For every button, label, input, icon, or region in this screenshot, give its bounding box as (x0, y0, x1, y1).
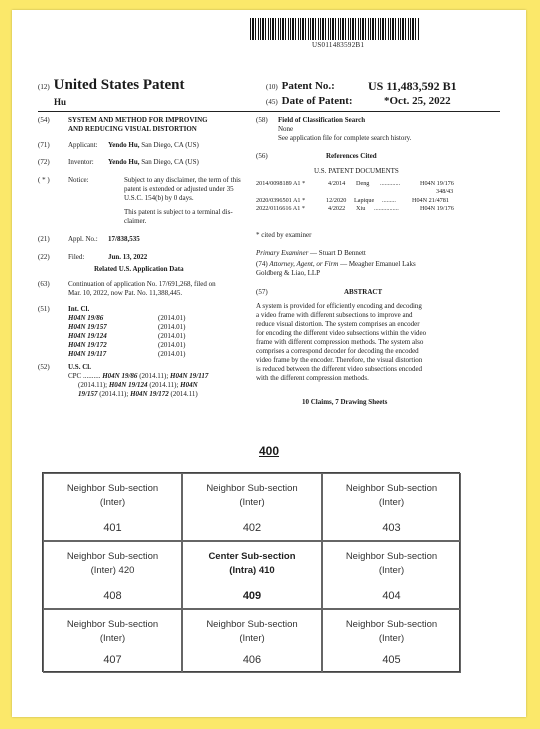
code-58: (58) (256, 116, 268, 124)
cited-by-examiner-note: * cited by examiner (256, 231, 312, 239)
attorney-value-line2: Goldberg & Liao, LLP (256, 269, 321, 277)
int-cl-row (68, 341, 258, 350)
inventor-label: Inventor: (68, 158, 94, 166)
cell-label-line2: (Inter) (378, 565, 405, 576)
cell-label-line1: Neighbor Sub-section (66, 619, 159, 630)
abstract-body (256, 302, 470, 383)
cell-number: 402 (242, 522, 262, 534)
int-cl-code: H04N 19/124 (68, 332, 107, 340)
patent-number-value: US 11,483,592 B1 (368, 79, 457, 93)
ref-name: Deng (356, 180, 370, 187)
cpc-line3 (78, 390, 268, 399)
cell-number: 401 (103, 522, 122, 534)
us-cl-label: U.S. Cl. (68, 363, 91, 371)
filed-value: Jun. 13, 2022 (108, 253, 148, 261)
int-cl-code: H04N 19/172 (68, 341, 107, 349)
figure-title: 400 (258, 444, 280, 458)
abstract-line: for encoding the different video subsections within the video (256, 329, 427, 337)
cell-label-line1: Neighbor Sub-section (206, 619, 298, 630)
ref-date: 4/2022 (328, 205, 346, 212)
grid-cell (182, 473, 322, 541)
notice-line1: Subject to any disclaimer, the term of this (124, 176, 241, 184)
attorney-value: — Meagher Emanuel Laks (338, 260, 416, 268)
cell-label-line2: (Inter) (239, 497, 265, 508)
cpc-code: H04N 19/117 (170, 372, 209, 380)
cpc-code: H04N (180, 381, 198, 389)
related-line2: Mar. 10, 2022, now Pat. No. 11,388,445. (68, 289, 183, 297)
cell-label (323, 482, 460, 510)
applicant-location: San Diego, CA (US) (141, 141, 199, 149)
abstract-line: comprises a correspond decoder for decoding the encoded (256, 347, 419, 355)
patent-header-title (38, 77, 185, 94)
abstract-line: with the different compression methods. (256, 374, 369, 382)
cell-label-line2: (Inter) (99, 497, 126, 508)
related-heading: Related U.S. Application Data (94, 265, 184, 273)
date-label: Date of Patent: (281, 95, 353, 107)
code-21: (21) (38, 235, 50, 243)
cell-number: 404 (382, 590, 401, 602)
related-line1: Continuation of application No. 17/691,268, filed on (68, 280, 216, 288)
int-cl-date: (2014.01) (158, 350, 186, 358)
cell-label-line2: (Inter) (239, 633, 265, 644)
notice-line3: U.S.C. 154(b) by 0 days. (124, 194, 194, 202)
cell-label-line2: (Inter) (99, 633, 126, 644)
field-search-heading: Field of Classification Search (278, 116, 366, 124)
abstract-line: A system is provided for efficiently encoding and decoding (256, 302, 422, 310)
int-cl-date: (2014.01) (158, 332, 186, 340)
abstract-line: reduce visual distortion. The system comprises an encoder (256, 320, 420, 328)
grid-cell (322, 473, 461, 541)
cell-label (323, 618, 460, 646)
applicant-name: Yendo Hu, (108, 141, 140, 149)
inventor-name: Yendo Hu, (108, 158, 140, 166)
code-63: (63) (38, 280, 50, 288)
invention-title-line1: SYSTEM AND METHOD FOR IMPROVING (68, 116, 208, 124)
ref-name: Xiu (356, 205, 366, 212)
claims-summary: 10 Claims, 7 Drawing Sheets (302, 398, 388, 406)
barcode-number: US011483592B1 (312, 41, 365, 49)
cpc-code: H04N 19/86 (102, 372, 138, 380)
cell-label-line1: Neighbor Sub-section (66, 551, 159, 562)
grid-cell (322, 541, 461, 609)
invention-title-line2: AND REDUCING VISUAL DISTORTION (68, 125, 197, 133)
patent-number-label: Patent No.: (281, 80, 335, 92)
cell-label (183, 482, 321, 510)
ref-dots: ............. (380, 180, 401, 187)
code-52: (52) (38, 363, 50, 371)
cell-label-line1: Center Sub-section (208, 551, 296, 562)
ref-number: 2020/0396501 A1 * (256, 197, 306, 204)
grid-cell (43, 473, 182, 541)
center-cell (182, 541, 322, 609)
cpc-label: CPC .......... (68, 372, 101, 380)
inventor-value (108, 158, 199, 167)
header-inventor: Hu (54, 97, 67, 107)
cell-label (183, 550, 321, 578)
references-heading: References Cited (326, 152, 377, 160)
cell-number: 405 (382, 654, 401, 666)
grid-cell (43, 609, 182, 673)
cell-label-line1: Neighbor Sub-section (66, 483, 159, 494)
int-cl-code: H04N 19/86 (68, 314, 104, 322)
ref-date: 4/2014 (328, 180, 346, 187)
patent-number-row (266, 80, 335, 92)
abstract-line: frame with different compression methods. The system also (256, 338, 424, 346)
cell-label (44, 618, 181, 646)
int-cl-row (68, 323, 258, 332)
examiner-label: Primary Examiner (256, 249, 309, 257)
cell-label (323, 550, 460, 578)
int-cl-row (68, 332, 258, 341)
code-54: (54) (38, 116, 50, 124)
cpc-date: (2014.11); (147, 381, 181, 389)
cpc-date: (2014.11) (168, 390, 198, 398)
applicant-value (108, 141, 199, 150)
patent-page (12, 10, 526, 717)
cpc-code: H04N 19/172 (130, 390, 169, 398)
right-column (256, 116, 466, 416)
notice-label: Notice: (68, 176, 89, 184)
cell-label-line1: Neighbor Sub-section (206, 483, 298, 494)
cell-label-line1: Neighbor Sub-section (345, 619, 438, 630)
us-docs-heading: U.S. PATENT DOCUMENTS (314, 167, 399, 175)
cell-number: 409 (242, 590, 262, 602)
int-cl-date: (2014.01) (158, 323, 186, 331)
cell-label-line1: Neighbor Sub-section (345, 551, 438, 562)
header-rule (38, 111, 500, 112)
filed-label: Filed: (68, 253, 85, 261)
code-51: (51) (38, 305, 50, 313)
grid-cell (182, 609, 322, 673)
ref-dots: ................ (374, 205, 399, 212)
int-cl-code: H04N 19/157 (68, 323, 107, 331)
cell-label-line2: (Inter) (378, 633, 405, 644)
attorney (256, 260, 416, 269)
int-cl-label: Int. Cl. (68, 305, 90, 313)
date-of-patent-value: *Oct. 25, 2022 (384, 95, 451, 107)
primary-examiner (256, 249, 366, 258)
date-of-patent-row (266, 95, 353, 107)
int-cl-row (68, 314, 258, 323)
ref-class: H04N 19/176 (420, 205, 454, 212)
ref-name: Lapique (354, 197, 375, 204)
cell-label-line2: (Inter) 420 (90, 565, 135, 576)
cell-label (183, 618, 321, 646)
code-72: (72) (38, 158, 50, 166)
notice-line4: This patent is subject to a terminal dis- (124, 208, 233, 216)
cpc-date: (2014.11); (78, 381, 109, 389)
cell-number: 403 (382, 522, 401, 534)
grid-cell (322, 609, 461, 673)
notice-line5: claimer. (124, 217, 147, 225)
header-title-text: United States Patent (53, 77, 185, 93)
code-22: (22) (38, 253, 50, 261)
cell-label (44, 550, 181, 578)
abstract-line: a video frame with different subsections to improve and (256, 311, 413, 319)
barcode (250, 18, 420, 40)
ref-class-extra: 348/43 (436, 188, 454, 195)
cell-label-line2: (Inter) (378, 497, 405, 508)
cell-label-line2: (Intra) 410 (229, 565, 275, 576)
cpc-date: (2014.11); (137, 372, 171, 380)
int-cl-date: (2014.01) (158, 341, 186, 349)
appl-no-label: Appl. No.: (68, 235, 98, 243)
left-column (38, 116, 250, 416)
int-cl-row (68, 350, 258, 359)
code-56: (56) (256, 152, 268, 160)
examiner-value: — Stuart D Bennett (308, 249, 366, 257)
abstract-heading: ABSTRACT (344, 288, 383, 296)
code-57: (57) (256, 288, 268, 296)
attorney-label: Attorney, Agent, or Firm (269, 260, 339, 268)
ref-class: H04N 21/4781 (412, 197, 449, 204)
header-code: (12) (38, 83, 50, 91)
field-search-line2: See application file for complete search history. (278, 134, 412, 142)
notice-line2: patent is extended or adjusted under 35 (124, 185, 234, 193)
code-notice: ( * ) (38, 176, 50, 184)
int-cl-code: H04N 19/117 (68, 350, 107, 358)
abstract-line: video frame by the encoder. Therefore, the visual distortion (256, 356, 423, 364)
patent-number-code: (10) (266, 83, 278, 91)
grid-cell (43, 541, 182, 609)
cpc-date: (2014.11); (97, 390, 131, 398)
ref-date: 12/2020 (326, 197, 347, 204)
inventor-location: San Diego, CA (US) (141, 158, 199, 166)
code-71: (71) (38, 141, 50, 149)
cell-number: 406 (242, 654, 262, 666)
cell-number: 407 (103, 654, 122, 666)
abstract-line: is reduced between the different video subsections encoded (256, 365, 423, 373)
cell-label-line1: Neighbor Sub-section (345, 483, 438, 494)
appl-no-value: 17/838,535 (108, 235, 140, 243)
ref-number: 2014/0098189 A1 * (256, 180, 306, 187)
cpc-line2 (78, 381, 268, 390)
int-cl-date: (2014.01) (158, 314, 186, 322)
cell-label (44, 482, 181, 510)
ref-number: 2022/0116616 A1 * (256, 205, 305, 212)
field-search-line1: None (278, 125, 294, 133)
code-74: (74) (256, 260, 268, 268)
cpc-code: H04N 19/124 (108, 381, 148, 389)
cpc-line1 (68, 372, 268, 381)
ref-dots: ......... (382, 197, 396, 204)
date-code: (45) (266, 98, 278, 106)
cpc-code: 19/157 (78, 390, 98, 398)
subsection-grid (42, 472, 460, 672)
applicant-label: Applicant: (68, 141, 98, 149)
ref-class: H04N 19/176 (420, 180, 454, 187)
cell-number: 408 (103, 590, 122, 602)
